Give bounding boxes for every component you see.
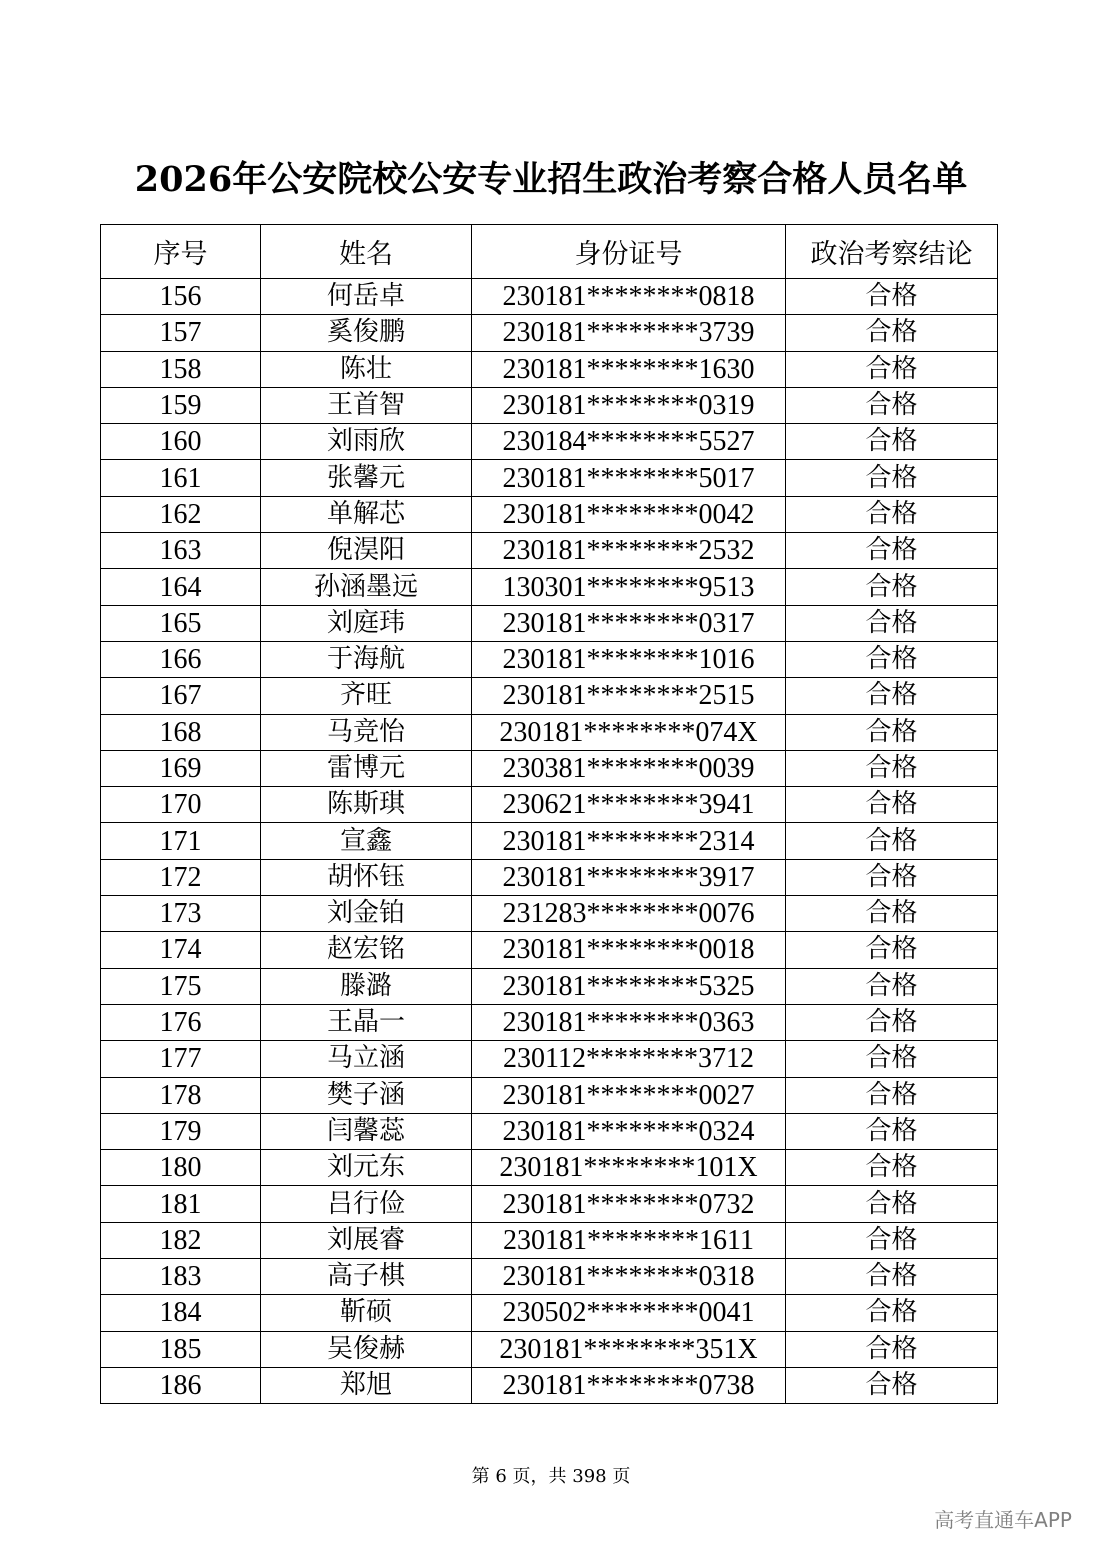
name-cell: 单解芯 <box>261 496 472 532</box>
table-row <box>101 678 998 714</box>
id-number-cell: 230181********2314 <box>472 823 786 859</box>
conclusion-cell: 合格 <box>786 387 998 423</box>
id-number-cell: 230621********3941 <box>472 787 786 823</box>
conclusion-cell: 合格 <box>786 968 998 1004</box>
watermark-text: 高考直通车APP <box>934 1508 1072 1532</box>
name-cell: 高子棋 <box>261 1259 472 1295</box>
name-cell: 郑旭 <box>261 1367 472 1403</box>
conclusion-cell: 合格 <box>786 823 998 859</box>
id-number-cell: 230181********0318 <box>472 1259 786 1295</box>
id-number-cell: 230181********0317 <box>472 605 786 641</box>
serial-number-cell: 159 <box>101 387 261 423</box>
id-number-cell: 230181********0018 <box>472 932 786 968</box>
id-number-cell: 230181********5325 <box>472 968 786 1004</box>
name-cell: 陈斯琪 <box>261 787 472 823</box>
name-cell: 宣鑫 <box>261 823 472 859</box>
conclusion-cell: 合格 <box>786 315 998 351</box>
id-number-cell: 230112********3712 <box>472 1041 786 1077</box>
conclusion-cell: 合格 <box>786 1259 998 1295</box>
conclusion-cell: 合格 <box>786 750 998 786</box>
table-row <box>101 823 998 859</box>
table-row <box>101 1113 998 1149</box>
table-row <box>101 1367 998 1403</box>
table-row <box>101 1077 998 1113</box>
header-conclusion: 政治考察结论 <box>786 225 998 279</box>
conclusion-cell: 合格 <box>786 279 998 315</box>
name-cell: 于海航 <box>261 641 472 677</box>
id-number-cell: 230181********0738 <box>472 1367 786 1403</box>
serial-number-cell: 176 <box>101 1004 261 1040</box>
conclusion-cell: 合格 <box>786 1004 998 1040</box>
conclusion-cell: 合格 <box>786 714 998 750</box>
id-number-cell: 230181********0324 <box>472 1113 786 1149</box>
table-header <box>101 225 998 279</box>
name-cell: 王晶一 <box>261 1004 472 1040</box>
name-cell: 闫馨蕊 <box>261 1113 472 1149</box>
table-row <box>101 1222 998 1258</box>
serial-number-cell: 181 <box>101 1186 261 1222</box>
serial-number-cell: 157 <box>101 315 261 351</box>
serial-number-cell: 169 <box>101 750 261 786</box>
id-number-cell: 230181********0319 <box>472 387 786 423</box>
name-cell: 刘展睿 <box>261 1222 472 1258</box>
name-cell: 马竞怡 <box>261 714 472 750</box>
serial-number-cell: 158 <box>101 351 261 387</box>
serial-number-cell: 179 <box>101 1113 261 1149</box>
serial-number-cell: 163 <box>101 533 261 569</box>
serial-number-cell: 162 <box>101 496 261 532</box>
name-cell: 刘庭玮 <box>261 605 472 641</box>
id-number-cell: 230181********351X <box>472 1331 786 1367</box>
page-number: 第 6 页，共 398 页 <box>471 1466 631 1487</box>
name-cell: 吴俊赫 <box>261 1331 472 1367</box>
header-id-number: 身份证号 <box>472 225 786 279</box>
serial-number-cell: 184 <box>101 1295 261 1331</box>
conclusion-cell: 合格 <box>786 1150 998 1186</box>
table-row <box>101 787 998 823</box>
id-number-cell: 230181********074X <box>472 714 786 750</box>
name-cell: 何岳卓 <box>261 279 472 315</box>
conclusion-cell: 合格 <box>786 896 998 932</box>
serial-number-cell: 180 <box>101 1150 261 1186</box>
table-row <box>101 1004 998 1040</box>
conclusion-cell: 合格 <box>786 1331 998 1367</box>
id-number-cell: 230181********3739 <box>472 315 786 351</box>
serial-number-cell: 175 <box>101 968 261 1004</box>
serial-number-cell: 167 <box>101 678 261 714</box>
serial-number-cell: 173 <box>101 896 261 932</box>
conclusion-cell: 合格 <box>786 1222 998 1258</box>
id-number-cell: 230181********0042 <box>472 496 786 532</box>
table-row <box>101 932 998 968</box>
serial-number-cell: 185 <box>101 1331 261 1367</box>
conclusion-cell: 合格 <box>786 932 998 968</box>
id-number-cell: 230181********101X <box>472 1150 786 1186</box>
serial-number-cell: 172 <box>101 859 261 895</box>
id-number-cell: 230381********0039 <box>472 750 786 786</box>
table-row <box>101 569 998 605</box>
name-cell: 陈壮 <box>261 351 472 387</box>
serial-number-cell: 182 <box>101 1222 261 1258</box>
table-row <box>101 1150 998 1186</box>
conclusion-cell: 合格 <box>786 460 998 496</box>
table-row <box>101 1259 998 1295</box>
name-cell: 孙涵墨远 <box>261 569 472 605</box>
serial-number-cell: 171 <box>101 823 261 859</box>
serial-number-cell: 170 <box>101 787 261 823</box>
serial-number-cell: 165 <box>101 605 261 641</box>
table-row <box>101 1295 998 1331</box>
id-number-cell: 230181********2532 <box>472 533 786 569</box>
table-row <box>101 351 998 387</box>
name-cell: 滕潞 <box>261 968 472 1004</box>
conclusion-cell: 合格 <box>786 1041 998 1077</box>
id-number-cell: 230184********5527 <box>472 424 786 460</box>
serial-number-cell: 183 <box>101 1259 261 1295</box>
table-row <box>101 605 998 641</box>
conclusion-cell: 合格 <box>786 1077 998 1113</box>
id-number-cell: 230181********1611 <box>472 1222 786 1258</box>
conclusion-cell: 合格 <box>786 569 998 605</box>
id-number-cell: 230502********0041 <box>472 1295 786 1331</box>
serial-number-cell: 186 <box>101 1367 261 1403</box>
name-cell: 吕行俭 <box>261 1186 472 1222</box>
roster-table <box>100 224 998 1404</box>
conclusion-cell: 合格 <box>786 1113 998 1149</box>
conclusion-cell: 合格 <box>786 605 998 641</box>
name-cell: 刘金铂 <box>261 896 472 932</box>
id-number-cell: 230181********0818 <box>472 279 786 315</box>
table-row <box>101 714 998 750</box>
name-cell: 胡怀钰 <box>261 859 472 895</box>
table-row <box>101 387 998 423</box>
name-cell: 靳硕 <box>261 1295 472 1331</box>
id-number-cell: 230181********0027 <box>472 1077 786 1113</box>
id-number-cell: 230181********1016 <box>472 641 786 677</box>
serial-number-cell: 161 <box>101 460 261 496</box>
id-number-cell: 230181********2515 <box>472 678 786 714</box>
table-row <box>101 641 998 677</box>
name-cell: 刘雨欣 <box>261 424 472 460</box>
name-cell: 倪淏阳 <box>261 533 472 569</box>
name-cell: 马立涵 <box>261 1041 472 1077</box>
id-number-cell: 130301********9513 <box>472 569 786 605</box>
name-cell: 刘元东 <box>261 1150 472 1186</box>
header-row <box>101 225 998 279</box>
table-row <box>101 279 998 315</box>
serial-number-cell: 177 <box>101 1041 261 1077</box>
table-body <box>101 279 998 1404</box>
serial-number-cell: 178 <box>101 1077 261 1113</box>
table-row <box>101 968 998 1004</box>
table-row <box>101 859 998 895</box>
conclusion-cell: 合格 <box>786 859 998 895</box>
serial-number-cell: 168 <box>101 714 261 750</box>
id-number-cell: 230181********0732 <box>472 1186 786 1222</box>
table-row <box>101 1186 998 1222</box>
name-cell: 赵宏铭 <box>261 932 472 968</box>
table-row <box>101 424 998 460</box>
conclusion-cell: 合格 <box>786 496 998 532</box>
name-cell: 雷博元 <box>261 750 472 786</box>
name-cell: 王首智 <box>261 387 472 423</box>
serial-number-cell: 164 <box>101 569 261 605</box>
serial-number-cell: 166 <box>101 641 261 677</box>
table-row <box>101 896 998 932</box>
serial-number-cell: 156 <box>101 279 261 315</box>
table-row <box>101 533 998 569</box>
name-cell: 樊子涵 <box>261 1077 472 1113</box>
table-row <box>101 496 998 532</box>
id-number-cell: 230181********1630 <box>472 351 786 387</box>
table-row <box>101 315 998 351</box>
id-number-cell: 230181********5017 <box>472 460 786 496</box>
name-cell: 齐旺 <box>261 678 472 714</box>
name-cell: 张馨元 <box>261 460 472 496</box>
conclusion-cell: 合格 <box>786 533 998 569</box>
serial-number-cell: 174 <box>101 932 261 968</box>
conclusion-cell: 合格 <box>786 1186 998 1222</box>
table-row <box>101 460 998 496</box>
table-row <box>101 1041 998 1077</box>
conclusion-cell: 合格 <box>786 641 998 677</box>
name-cell: 奚俊鹏 <box>261 315 472 351</box>
conclusion-cell: 合格 <box>786 424 998 460</box>
id-number-cell: 231283********0076 <box>472 896 786 932</box>
table-row <box>101 1331 998 1367</box>
document-title: 2026年公安院校公安专业招生政治考察合格人员名单 <box>134 159 968 200</box>
conclusion-cell: 合格 <box>786 1367 998 1403</box>
table-row <box>101 750 998 786</box>
conclusion-cell: 合格 <box>786 1295 998 1331</box>
conclusion-cell: 合格 <box>786 787 998 823</box>
serial-number-cell: 160 <box>101 424 261 460</box>
conclusion-cell: 合格 <box>786 351 998 387</box>
conclusion-cell: 合格 <box>786 678 998 714</box>
header-name: 姓名 <box>261 225 472 279</box>
id-number-cell: 230181********0363 <box>472 1004 786 1040</box>
id-number-cell: 230181********3917 <box>472 859 786 895</box>
header-serial-number: 序号 <box>101 225 261 279</box>
